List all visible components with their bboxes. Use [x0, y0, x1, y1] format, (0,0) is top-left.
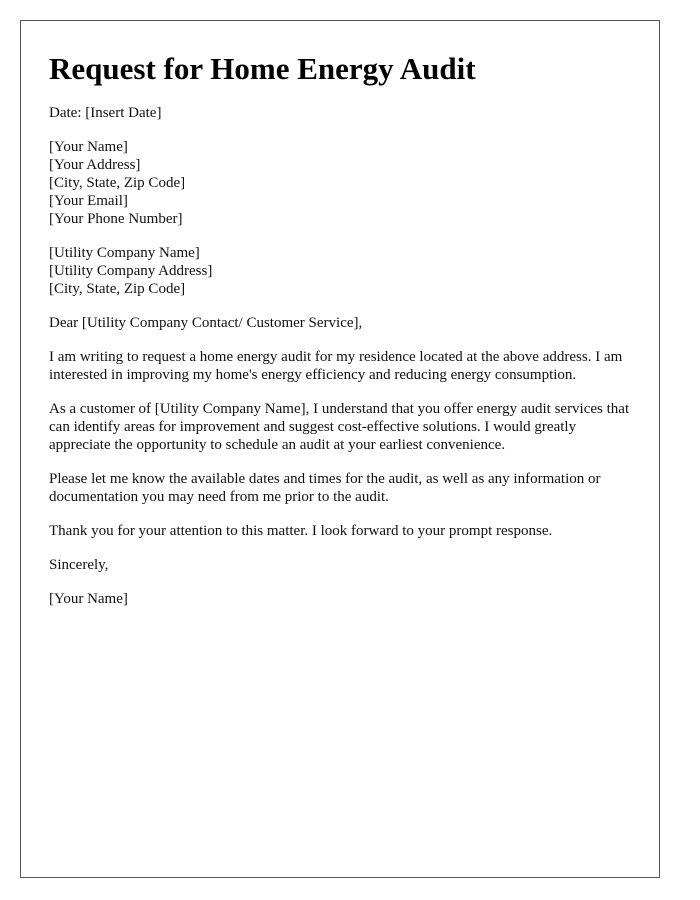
recipient-company-name: [Utility Company Name]: [49, 245, 200, 261]
sender-name: [Your Name]: [49, 139, 128, 155]
recipient-address-block: [49, 244, 631, 298]
body-paragraph-availability: Please let me know the available dates and times for the audit, as well as any information or documentation you may need from me prior to the audit.: [49, 471, 601, 505]
recipient-city-state-zip: [City, State, Zip Code]: [49, 281, 186, 297]
sender-phone: [Your Phone Number]: [49, 211, 183, 227]
signature: [Your Name]: [49, 591, 128, 607]
letter-page: [20, 20, 660, 878]
sender-address: [Your Address]: [49, 157, 141, 173]
sender-city-state-zip: [City, State, Zip Code]: [49, 175, 186, 191]
closing: Sincerely,: [49, 557, 109, 573]
salutation: Dear [Utility Company Contact/ Customer Service],: [49, 315, 363, 331]
body-paragraph-thanks: Thank you for your attention to this matter. I look forward to your prompt response.: [49, 523, 553, 539]
body-paragraph-request: I am writing to request a home energy audit for my residence located at the above address. I am interested in improving my home's energy efficiency and reducing energy consumption.: [49, 349, 623, 383]
body-paragraph-services: As a customer of [Utility Company Name], I understand that you offer energy audit services that can identify areas for improvement and suggest cost-effective solutions. I would greatly appreciate the opportunity to schedule an audit at your earliest convenience.: [49, 401, 630, 453]
date-line: Date: [Insert Date]: [49, 105, 162, 121]
sender-address-block: [49, 138, 631, 228]
sender-email: [Your Email]: [49, 193, 128, 209]
letter-title: Request for Home Energy Audit: [49, 51, 476, 86]
recipient-company-address: [Utility Company Address]: [49, 263, 213, 279]
